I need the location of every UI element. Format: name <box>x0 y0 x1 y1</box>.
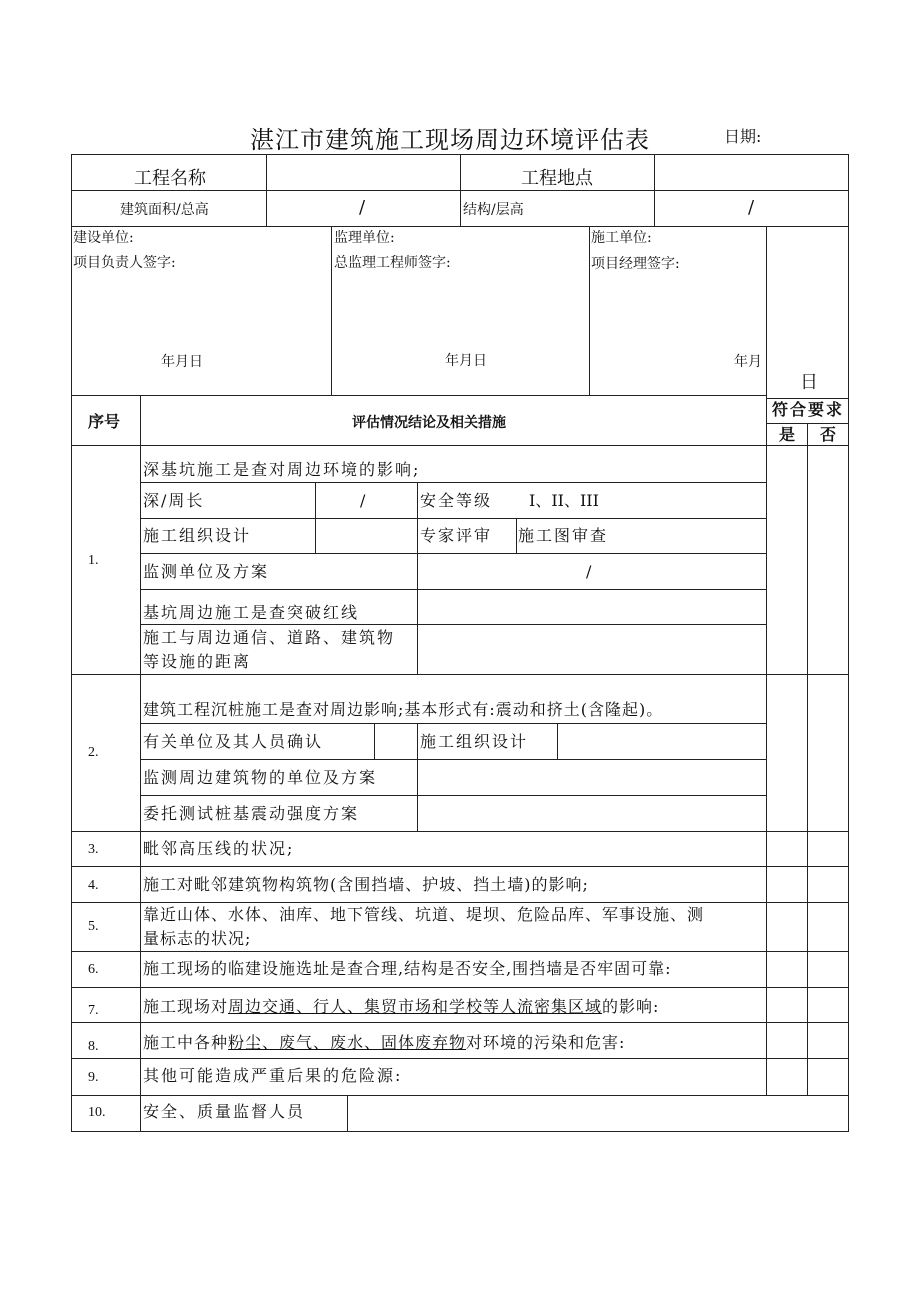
col-line <box>417 723 418 831</box>
depth-label: 深/周长 <box>143 491 205 510</box>
item-text-underlined: 粉尘、废气、废水、固体废弃物 <box>228 1033 467 1052</box>
supervisor-date: 年月日 <box>445 353 487 369</box>
constructor-unit-label: 施工单位: <box>591 230 652 246</box>
project-name-label: 工程名称 <box>134 168 206 189</box>
row-line <box>72 1058 848 1059</box>
row-line <box>140 589 766 590</box>
col-line <box>460 155 461 226</box>
area-height-value: / <box>359 197 366 218</box>
section1-heading: 深基坑施工是查对周边环境的影响; <box>143 460 421 479</box>
org-design-label: 施工组织设计 <box>143 526 252 545</box>
row-line <box>72 987 848 988</box>
col-line <box>315 482 316 553</box>
distance-label-a: 施工与周边通信、道路、建筑物 <box>143 628 396 647</box>
row-line <box>140 518 766 519</box>
safety-level-value: I、II、III <box>529 491 599 510</box>
distance-label-b: 等设施的距离 <box>143 652 252 671</box>
row-line <box>72 445 848 446</box>
area-height-label: 建筑面积/总高 <box>120 202 209 218</box>
col-line <box>589 226 590 395</box>
section1-number: 1. <box>88 553 99 568</box>
structure-floors-label: 结构/层高 <box>463 202 524 218</box>
row-line <box>140 624 766 625</box>
constructor-date-month: 年月 <box>734 354 762 370</box>
safety-level-label: 安全等级 <box>420 491 493 510</box>
item-text: 施工对毗邻建筑物构筑物(含围挡墙、护坡、挡土墙)的影响; <box>143 875 589 894</box>
col-line <box>807 423 808 1095</box>
structure-floors-value: / <box>748 197 755 218</box>
builder-sign-label: 项目负责人签字: <box>73 255 176 271</box>
col-line <box>417 482 418 553</box>
row-line <box>72 1022 848 1023</box>
item-number: 4. <box>88 878 99 893</box>
col-line <box>516 518 517 553</box>
item-text: 施工现场的临建设施选址是查合理,结构是否安全,围挡墙是否牢固可靠: <box>143 959 672 978</box>
item-text-post: 对环境的污染和危害: <box>466 1033 626 1052</box>
item-text: 其他可能造成严重后果的危险源: <box>143 1066 403 1085</box>
section2-heading: 建筑工程沉桩施工是查对周边影响;基本形式有:震动和挤土(含隆起)。 <box>143 700 664 719</box>
item-number: 5. <box>88 919 99 934</box>
expert-review-label: 专家评审 <box>420 526 493 545</box>
project-location-label: 工程地点 <box>521 168 593 189</box>
col-header-content: 评估情况结论及相关措施 <box>352 415 506 431</box>
row-line <box>72 1095 848 1096</box>
item-text-pre: 施工现场对 <box>143 997 229 1016</box>
item-text-pre: 施工中各种 <box>143 1033 229 1052</box>
col-line <box>347 1095 348 1131</box>
col-line <box>140 395 141 1131</box>
col-line <box>766 226 767 1095</box>
row-line <box>140 723 766 724</box>
item-text-a: 靠近山体、水体、油库、地下管线、坑道、堤坝、危险品库、军事设施、测 <box>143 905 705 924</box>
monitor-value: / <box>586 562 592 581</box>
item-text-post: 的影响: <box>602 997 660 1016</box>
row-line <box>140 553 766 554</box>
builder-date: 年月日 <box>161 354 203 370</box>
col-line <box>374 723 375 759</box>
row-line <box>140 759 766 760</box>
confirm-label: 有关单位及其人员确认 <box>143 732 324 751</box>
row-line <box>140 795 766 796</box>
constructor-sign-label: 项目经理签字: <box>591 256 680 272</box>
depth-value: / <box>360 491 366 510</box>
row-line <box>72 674 848 675</box>
row-line <box>72 902 848 903</box>
col-line <box>266 155 267 226</box>
col-line <box>331 226 332 395</box>
item-number: 9. <box>88 1070 99 1085</box>
builder-unit-label: 建设单位: <box>73 230 134 246</box>
item-text-b: 量标志的状况; <box>143 929 252 948</box>
drawing-review-label: 施工图审查 <box>518 526 609 545</box>
row-line <box>72 866 848 867</box>
supervisor-sign-label: 总监理工程师签字: <box>334 255 451 271</box>
row-line <box>72 951 848 952</box>
col-line <box>557 723 558 759</box>
col-line <box>654 155 655 226</box>
col-line <box>417 553 418 674</box>
row-line <box>72 226 848 227</box>
section2-org-design-label: 施工组织设计 <box>420 732 529 751</box>
assessment-table <box>71 154 849 1132</box>
redline-label: 基坑周边施工是查突破红线 <box>143 603 360 622</box>
col-header-no-col: 否 <box>820 425 837 444</box>
col-header-yes: 是 <box>779 425 796 444</box>
vibration-test-label: 委托测试桩基震动强度方案 <box>143 804 360 823</box>
item-number: 3. <box>88 842 99 857</box>
col-header-compliance: 符合要求 <box>772 400 845 419</box>
row-line <box>766 398 848 399</box>
row-line <box>140 482 766 483</box>
row-line <box>72 395 766 396</box>
row-line <box>72 831 848 832</box>
item-text: 安全、质量监督人员 <box>143 1102 306 1121</box>
item-number: 8. <box>88 1039 99 1054</box>
monitor-buildings-label: 监测周边建筑物的单位及方案 <box>143 768 378 787</box>
date-label: 日期: <box>724 127 762 146</box>
item-number: 7. <box>88 1003 99 1018</box>
item-text <box>143 1033 625 1053</box>
form-title: 湛江市建筑施工现场周边环境评估表 <box>250 126 650 154</box>
item-number: 6. <box>88 962 99 977</box>
item-text: 毗邻高压线的状况; <box>143 839 295 858</box>
section2-number: 2. <box>88 745 99 760</box>
item-number: 10. <box>88 1105 106 1120</box>
col-header-no: 序号 <box>88 412 121 431</box>
supervisor-unit-label: 监理单位: <box>334 230 395 246</box>
item-text-underlined: 周边交通、行人、集贸市场和学校等人流密集区域 <box>228 997 603 1016</box>
monitor-unit-label: 监测单位及方案 <box>143 562 270 581</box>
constructor-date-day: 日 <box>800 372 818 393</box>
item-text <box>143 997 659 1017</box>
